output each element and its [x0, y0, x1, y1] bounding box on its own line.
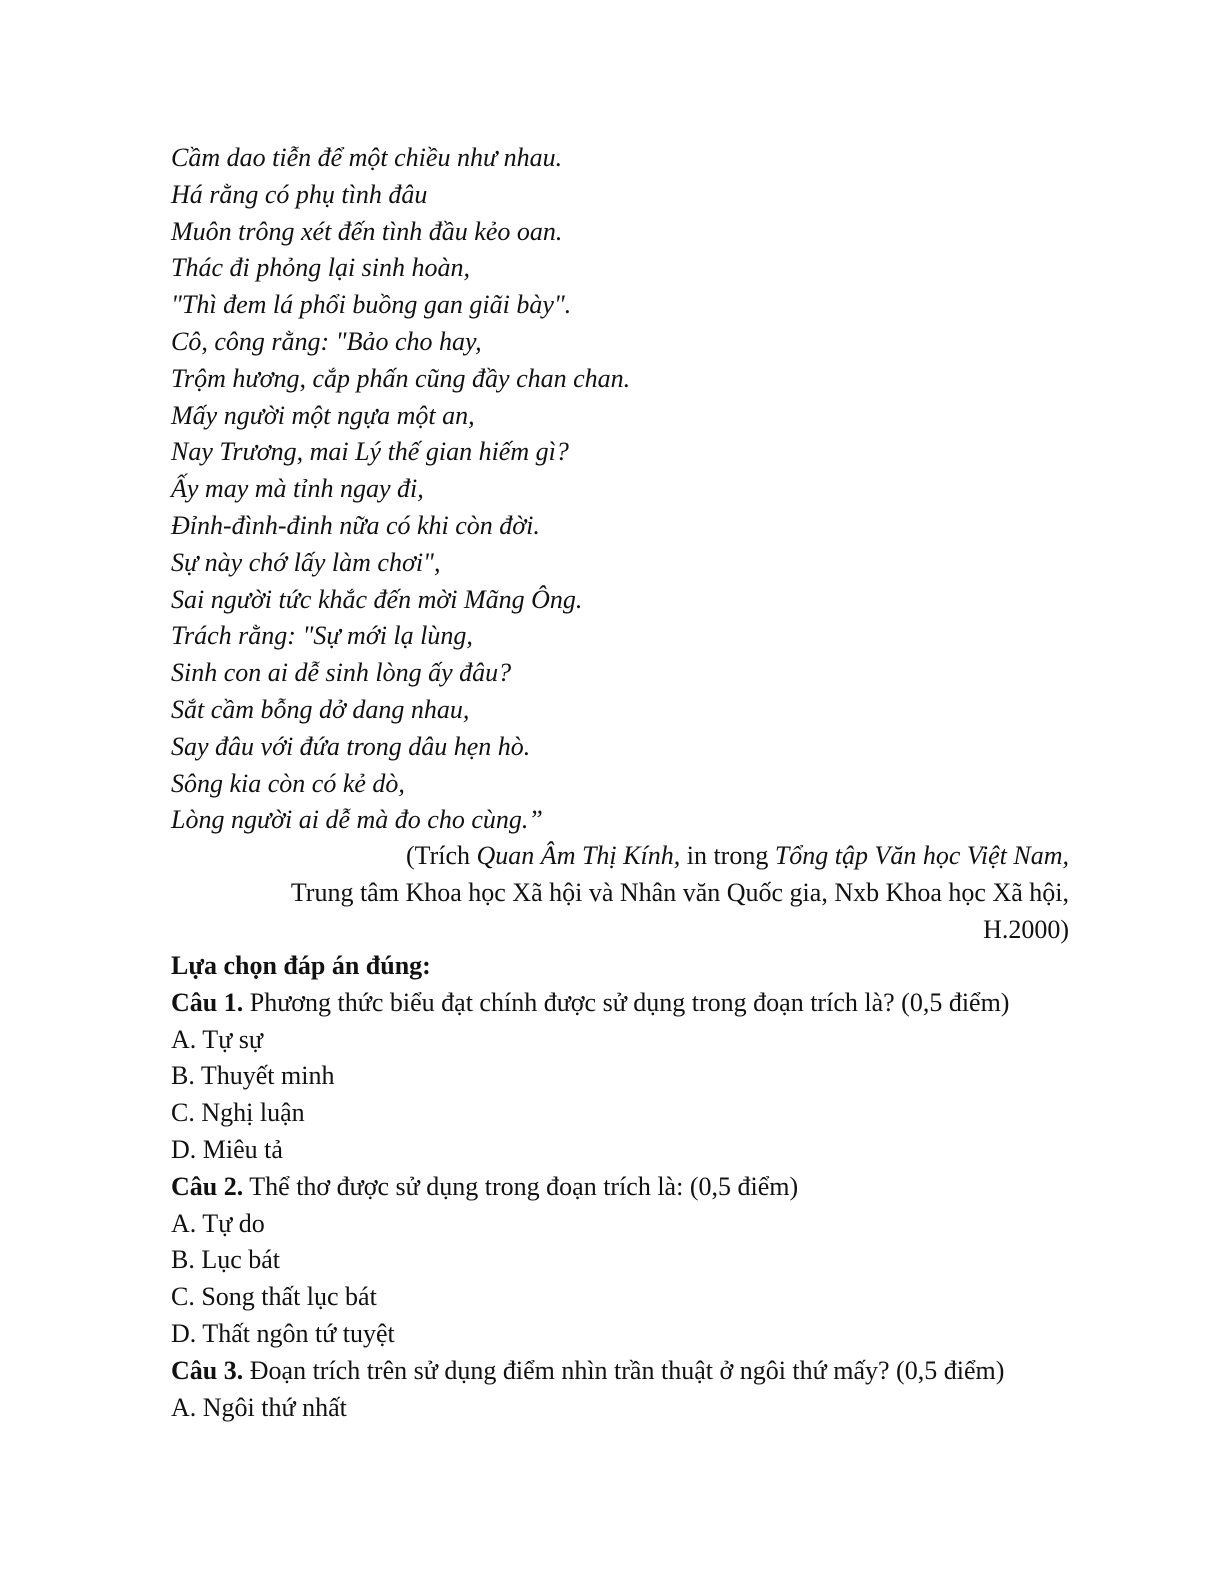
poem-line: Trộm hương, cắp phấn cũng đầy chan chan.: [171, 363, 631, 393]
answer-option: C. Song thất lục bát: [171, 1282, 377, 1312]
answer-option: A. Ngôi thứ nhất: [171, 1392, 347, 1422]
citation-line-1: [171, 838, 1069, 875]
poem-line: Cô, công rằng: "Bảo cho hay,: [171, 326, 482, 356]
poem-line: Muôn trông xét đến tình đầu kẻo oan.: [171, 216, 563, 246]
question-number: Câu 1.: [171, 987, 244, 1017]
poem-line: Trách rằng: "Sự mới lạ lùng,: [171, 621, 473, 651]
poem-line: Cầm dao tiễn để một chiều như nhau.: [171, 143, 563, 172]
poem-line: Sinh con ai dễ sinh lòng ấy đâu?: [171, 658, 512, 688]
question-1: [171, 985, 1101, 1022]
poem-line: Say đâu với đứa trong dâu hẹn hò.: [171, 731, 531, 761]
answer-option: C. Nghị luận: [171, 1098, 305, 1128]
citation-line-3: H.2000): [983, 914, 1069, 944]
citation-collection-title: Tổng tập Văn học Việt Nam,: [774, 841, 1069, 870]
poem-line: Sắt cầm bỗng dở dang nhau,: [171, 694, 470, 724]
question-text: Thể thơ được sử dụng trong đoạn trích là: (0,5 điểm): [243, 1171, 799, 1201]
question-number: Câu 3.: [171, 1355, 244, 1385]
poem-line: Há rằng có phụ tình đâu: [171, 179, 428, 209]
poem-line: Mấy người một ngựa một an,: [171, 400, 475, 430]
quiz-heading: Lựa chọn đáp án đúng:: [171, 951, 431, 980]
poem-excerpt: [171, 140, 1071, 839]
question-text: Đoạn trích trên sử dụng điểm nhìn trần thuật ở ngôi thứ mấy? (0,5 điểm): [243, 1355, 1005, 1385]
answer-option: B. Lục bát: [171, 1245, 281, 1275]
citation-prefix: (Trích: [405, 841, 477, 870]
poem-line: Đỉnh-đình-đinh nữa có khi còn đời.: [171, 510, 540, 540]
poem-line: Sự này chớ lấy làm chơi",: [171, 547, 441, 577]
answer-option: D. Thất ngôn tứ tuyệt: [171, 1318, 395, 1348]
poem-line: Thác đi phỏng lại sinh hoàn,: [171, 253, 471, 283]
question-text: Phương thức biểu đạt chính được sử dụng trong đoạn trích là? (0,5 điểm): [243, 987, 1010, 1017]
quiz-section: [171, 948, 1101, 1426]
citation-work-title: Quan Âm Thị Kính,: [476, 841, 681, 870]
answer-option: D. Miêu tả: [171, 1134, 283, 1164]
source-citation: [171, 838, 1069, 948]
poem-line: Nay Trương, mai Lý thế gian hiếm gì?: [171, 437, 569, 467]
answer-option: A. Tự sự: [171, 1024, 263, 1054]
answer-option: B. Thuyết minh: [171, 1061, 335, 1091]
poem-line: Lòng người ai dễ mà đo cho cùng.”: [171, 805, 543, 835]
poem-line: Sai người tức khắc đến mời Mãng Ông.: [171, 584, 583, 614]
citation-line-2: Trung tâm Khoa học Xã hội và Nhân văn Quốc gia, Nxb Khoa học Xã hội,: [290, 877, 1069, 907]
answer-option: A. Tự do: [171, 1208, 265, 1238]
poem-line: Ấy may mà tỉnh ngay đi,: [171, 474, 424, 504]
citation-middle: in trong: [680, 841, 775, 870]
question-3: [171, 1353, 1101, 1390]
question-number: Câu 2.: [171, 1171, 244, 1201]
poem-line: "Thì đem lá phổi buồng gan giãi bày".: [171, 290, 572, 320]
question-2: [171, 1169, 1101, 1206]
poem-line: Sông kia còn có kẻ dò,: [171, 768, 405, 798]
